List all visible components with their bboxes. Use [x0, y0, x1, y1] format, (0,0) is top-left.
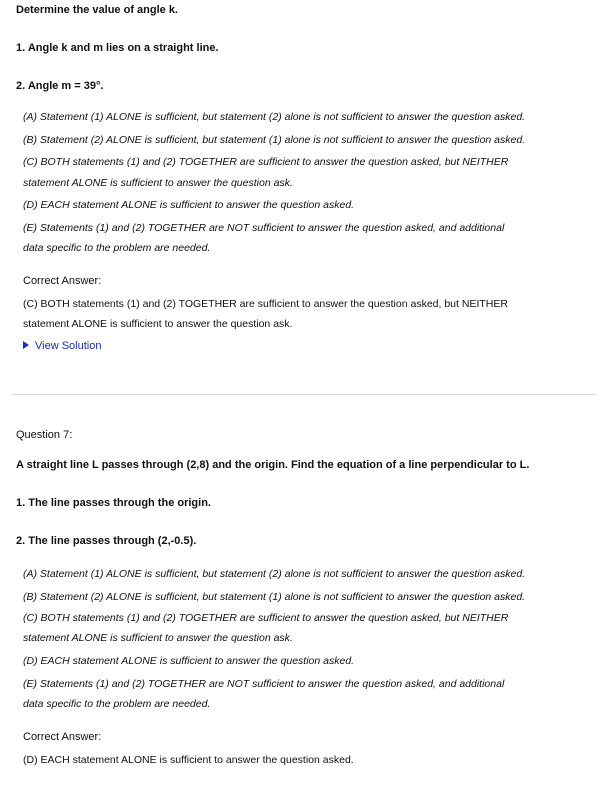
q7-answer-line-1: (D) EACH statement ALONE is sufficient to answer the question asked. — [23, 754, 354, 766]
q6-option-c: (C) BOTH statements (1) and (2) TOGETHER are sufficient to answer the question asked, but NEITHER — [23, 156, 509, 168]
disclosure-triangle-icon — [23, 341, 29, 349]
q6-answer-line-2: statement ALONE is sufficient to answer the question ask. — [23, 318, 293, 330]
q7-statement-1: 1. The line passes through the origin. — [16, 497, 211, 509]
q6-option-e-cont: data specific to the problem are needed. — [23, 242, 211, 254]
section-divider — [12, 394, 596, 395]
q6-statement-1: 1. Angle k and m lies on a straight line. — [16, 42, 219, 54]
q6-option-d: (D) EACH statement ALONE is sufficient to answer the question asked. — [23, 199, 355, 211]
q7-option-a: (A) Statement (1) ALONE is sufficient, but statement (2) alone is not sufficient to answer the question asked. — [23, 568, 526, 580]
q7-prompt: A straight line L passes through (2,8) and the origin. Find the equation of a line perpendicular to L. — [16, 459, 530, 471]
q7-option-e: (E) Statements (1) and (2) TOGETHER are NOT sufficient to answer the question asked, and additional — [23, 678, 505, 690]
view-solution-label: View Solution — [35, 340, 102, 352]
q7-statement-2: 2. The line passes through (2,-0.5). — [16, 535, 197, 547]
q7-option-c: (C) BOTH statements (1) and (2) TOGETHER are sufficient to answer the question asked, but NEITHER — [23, 612, 509, 624]
q7-heading: Question 7: — [16, 429, 73, 441]
q7-correct-answer-label: Correct Answer: — [23, 731, 102, 743]
q7-option-b: (B) Statement (2) ALONE is sufficient, but statement (1) alone is not sufficient to answer the question asked. — [23, 591, 526, 603]
view-solution-link[interactable] — [23, 340, 101, 352]
q6-answer-line-1: (C) BOTH statements (1) and (2) TOGETHER are sufficient to answer the question asked, but NEITHER — [23, 298, 508, 310]
q6-statement-2: 2. Angle m = 39°. — [16, 80, 104, 92]
q7-option-e-cont: data specific to the problem are needed. — [23, 698, 211, 710]
q6-correct-answer-label: Correct Answer: — [23, 275, 102, 287]
q6-option-b: (B) Statement (2) ALONE is sufficient, but statement (1) alone is not sufficient to answer the question asked. — [23, 134, 526, 146]
q6-option-e: (E) Statements (1) and (2) TOGETHER are NOT sufficient to answer the question asked, and additional — [23, 222, 505, 234]
q6-option-c-cont: statement ALONE is sufficient to answer the question ask. — [23, 177, 293, 189]
q6-option-a: (A) Statement (1) ALONE is sufficient, but statement (2) alone is not sufficient to answer the question asked. — [23, 111, 526, 123]
q7-option-c-cont: statement ALONE is sufficient to answer the question ask. — [23, 632, 293, 644]
q6-prompt: Determine the value of angle k. — [16, 4, 178, 16]
q7-option-d: (D) EACH statement ALONE is sufficient to answer the question asked. — [23, 655, 355, 667]
